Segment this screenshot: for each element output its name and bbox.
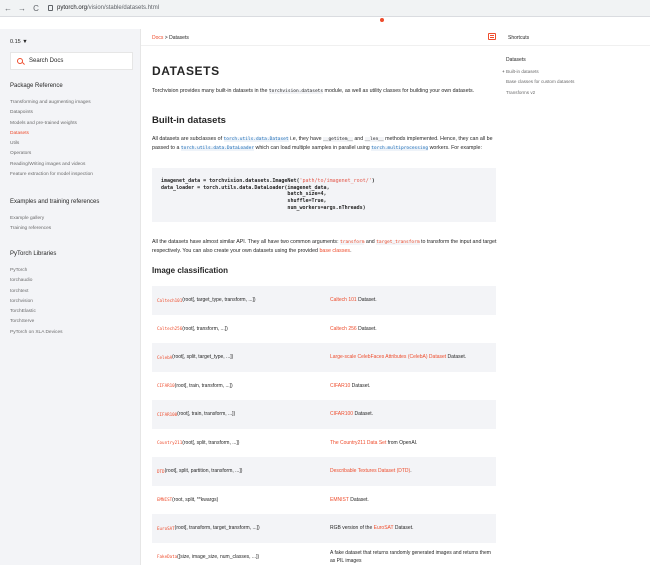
reload-icon[interactable]: C (33, 3, 39, 13)
sidebar-item[interactable]: TorchServe (10, 319, 35, 325)
sidebar-item[interactable]: torchtext (10, 288, 29, 294)
dataset-class-link[interactable]: Caltech256 (157, 326, 183, 332)
paragraph-text: which can load multiple samples in parallel using (254, 145, 372, 151)
dataset-source-link[interactable]: CIFAR10 (330, 382, 351, 389)
code-line: batch_size=4, (161, 191, 327, 198)
dataset-source-link[interactable]: EuroSAT (373, 525, 394, 532)
toc-label: Built-in datasets (506, 69, 539, 74)
dataset-args: (root[, split, target_type, ...]) (172, 354, 234, 361)
dataset-source-link[interactable]: Caltech 101 (330, 297, 357, 304)
toc-item-builtin[interactable] (502, 67, 574, 77)
table-row (152, 429, 496, 458)
description-text: Dataset. (446, 354, 467, 361)
table-row (152, 286, 496, 315)
toc-bullet: + (502, 69, 505, 74)
dataset-args: (root[, train, transform, ...]) (177, 411, 236, 418)
sidebar-item[interactable]: Utils (10, 141, 20, 147)
lock-icon (48, 5, 53, 11)
description-text: Dataset. (353, 411, 374, 418)
toc-item-base-classes[interactable] (502, 77, 574, 87)
table-row (152, 372, 496, 401)
dataset-signature (157, 400, 235, 429)
toc-label: Base classes for custom datasets (506, 79, 575, 85)
inline-code: __getitem__ (323, 137, 353, 142)
dataset-source-link[interactable]: Large-scale CelebFaces Attributes (CelebA) Dataset (330, 354, 447, 361)
breadcrumb-current: Datasets (169, 35, 189, 41)
multiprocessing-link[interactable]: torch.multiprocessing (371, 146, 429, 151)
dataset-source-link[interactable]: EMNIST (330, 496, 349, 503)
description-text: Dataset. (356, 325, 377, 332)
version-selector[interactable]: 0.15 ▼ (10, 39, 28, 45)
paragraph-text: methods implemented. Hence, they can all be passed to a (152, 136, 493, 151)
dataset-args: (root[, transform, target_transform, ...]) (174, 525, 260, 532)
api-paragraph (152, 238, 497, 256)
back-arrow-icon[interactable]: ← (4, 3, 12, 13)
left-sidebar (0, 29, 141, 565)
table-row (152, 514, 496, 543)
table-row (152, 315, 496, 344)
sidebar-item-datasets[interactable]: Datasets (10, 130, 29, 136)
intro-text: Torchvision provides many built-in datasets in the (152, 88, 269, 94)
code-line: imagenet_data = torchvision.datasets.ImageNet('path/to/imagenet_root/') (161, 178, 375, 184)
sidebar-item[interactable]: Models and pre-trained weights (10, 120, 77, 126)
description-text: Dataset. (348, 496, 369, 503)
package-reference-list (10, 98, 93, 180)
examples-list (10, 214, 51, 235)
builtin-paragraph (152, 135, 497, 153)
breadcrumb (152, 35, 189, 41)
dataset-signature (157, 457, 242, 486)
sidebar-item[interactable]: torchaudio (10, 278, 33, 284)
dataset-args: (root[, split, transform, ...]) (182, 439, 240, 446)
search-input[interactable]: Search Docs (29, 58, 64, 64)
paragraph-text: i.e, they have (288, 136, 324, 142)
breadcrumb-separator: > (163, 35, 170, 41)
sidebar-item[interactable]: Operators (10, 151, 32, 157)
dataset-class-link[interactable]: Caltech101 (157, 297, 183, 303)
paragraph-text: . (350, 248, 352, 254)
dataset-signature (157, 543, 259, 565)
dataset-class-link[interactable]: DTD (157, 468, 165, 474)
dataset-args: (root[, transform, ...]) (182, 325, 228, 332)
intro-paragraph (152, 87, 497, 96)
dataset-source-link[interactable]: The Country211 Data Set (330, 439, 387, 446)
dataset-signature (157, 486, 218, 515)
description-text: from OpenAI. (386, 439, 418, 446)
scroll-indicator-dot (380, 18, 384, 22)
sidebar-item[interactable]: Example gallery (10, 216, 45, 221)
paragraph-text: and (352, 136, 365, 142)
builtin-datasets-heading: Built-in datasets (152, 115, 226, 126)
libraries-heading: PyTorch Libraries (10, 251, 57, 257)
sidebar-item[interactable]: Training references (10, 226, 52, 232)
search-box[interactable] (10, 52, 133, 70)
dataset-class-link[interactable]: CelebA (157, 354, 173, 360)
dataset-description (330, 457, 492, 486)
dataset-source-link[interactable]: Caltech 256 (330, 325, 357, 332)
datasets-table (152, 286, 496, 565)
libraries-list (10, 266, 63, 338)
header-divider (141, 45, 650, 46)
dataset-source-link[interactable]: Describable Textures Dataset (DTD) (330, 468, 411, 475)
code-line: shuffle=True, (161, 198, 327, 205)
view-source-icon[interactable] (488, 33, 496, 40)
dataset-class-link[interactable]: FakeData (157, 554, 178, 560)
url-path: /vision/stable/datasets.html (87, 5, 160, 11)
dataset-description (330, 400, 492, 429)
dataset-source-link[interactable]: CIFAR100 (330, 411, 354, 418)
breadcrumb-docs-link[interactable]: Docs (152, 35, 164, 41)
search-icon (17, 58, 23, 64)
dataset-class-link[interactable]: torch.utils.data.Dataset (223, 137, 289, 142)
toc-label: Transforms v2 (506, 89, 536, 95)
inline-code: __len__ (364, 137, 384, 142)
dataset-description (330, 343, 492, 372)
dataset-description (330, 286, 492, 315)
dataset-signature (157, 514, 260, 543)
dataset-args: ([size, image_size, num_classes, ...]) (177, 553, 260, 560)
browser-toolbar (0, 0, 650, 17)
description-text: A fake dataset that returns randomly generated images and returns them as PIL images (330, 549, 491, 564)
inline-code: target_transform (376, 240, 420, 245)
dataset-args: (root[, split, partition, transform, ...]) (164, 468, 243, 475)
dataset-signature (157, 429, 239, 458)
dataset-args: (root[, target_type, transform, ...]) (182, 297, 256, 304)
dataset-description (330, 486, 492, 515)
toc-title[interactable]: Datasets (506, 57, 526, 63)
dataset-args: (root[, train, transform, ...]) (174, 382, 233, 389)
page-title: DATASETS (152, 64, 220, 78)
paragraph-text: All the datasets have almost similar API. They all have two common arguments: (152, 239, 341, 245)
sidebar-item[interactable]: torchvision (10, 298, 33, 304)
dataset-description (330, 543, 492, 565)
toc-list (502, 67, 574, 98)
table-row (152, 343, 496, 372)
code-example (152, 168, 496, 222)
description-text: RGB version of the (330, 525, 374, 532)
url-host: pytorch.org (57, 5, 88, 11)
table-row (152, 400, 496, 429)
dataset-description (330, 315, 492, 344)
dataset-class-link[interactable]: EMNIST (157, 497, 173, 503)
sidebar-item[interactable]: Feature extraction for model inspection (10, 172, 93, 178)
dataset-signature (157, 372, 233, 401)
dataset-description (330, 372, 492, 401)
dataset-class-link[interactable]: CIFAR10 (157, 383, 175, 389)
paragraph-text: workers. For example: (428, 145, 482, 151)
paragraph-text: and (364, 239, 377, 245)
sidebar-item[interactable]: Transforming and augmenting images (10, 100, 91, 105)
inline-code: transform (340, 240, 365, 245)
forward-arrow-icon[interactable]: → (18, 3, 26, 13)
description-text: . (410, 468, 412, 475)
dataset-description (330, 429, 492, 458)
sidebar-item[interactable]: PyTorch (10, 268, 28, 273)
sidebar-item[interactable]: TorchElastic (10, 309, 36, 315)
dataset-class-link[interactable]: Country211 (157, 440, 183, 446)
toc-item-transforms[interactable] (502, 88, 574, 98)
dataset-signature (157, 343, 233, 372)
address-bar[interactable] (48, 2, 159, 15)
dataset-description (330, 514, 492, 543)
description-text: Dataset. (393, 525, 414, 532)
dataset-class-link[interactable]: CIFAR100 (157, 411, 178, 417)
sidebar-item[interactable]: Reading/Writing images and videos (10, 161, 86, 167)
description-text: Dataset. (356, 297, 377, 304)
code-line: data_loader = torch.utils.data.DataLoader(imagenet_data, (161, 184, 330, 191)
base-classes-link[interactable]: base classes (319, 248, 351, 254)
dataset-class-link[interactable]: EuroSAT (157, 525, 175, 531)
dataloader-link[interactable]: torch.utils.data.DataLoader (180, 146, 255, 151)
package-reference-heading: Package Reference (10, 83, 63, 89)
inline-code: torchvision.datasets (268, 89, 324, 94)
description-text: Dataset. (350, 382, 371, 389)
table-row (152, 457, 496, 486)
sidebar-item[interactable]: PyTorch on XLA Devices (10, 329, 63, 335)
dataset-args: (root, split, **kwargs) (172, 496, 219, 503)
table-row (152, 486, 496, 515)
sidebar-item[interactable]: Datapoints (10, 110, 33, 116)
table-row (152, 543, 496, 565)
examples-heading: Examples and training references (10, 199, 100, 205)
dataset-signature (157, 315, 228, 344)
intro-text: module, as well as utility classes for building your own datasets. (323, 88, 475, 94)
image-classification-heading: Image classification (152, 266, 229, 275)
dataset-signature (157, 286, 256, 315)
code-line: num_workers=args.nThreads) (161, 204, 366, 211)
paragraph-text: All datasets are subclasses of (152, 136, 224, 142)
paragraph-text: to transform the input and target respectively. You can also create your own datasets using the provided (152, 239, 497, 254)
shortcuts-label: Shortcuts (508, 35, 530, 41)
